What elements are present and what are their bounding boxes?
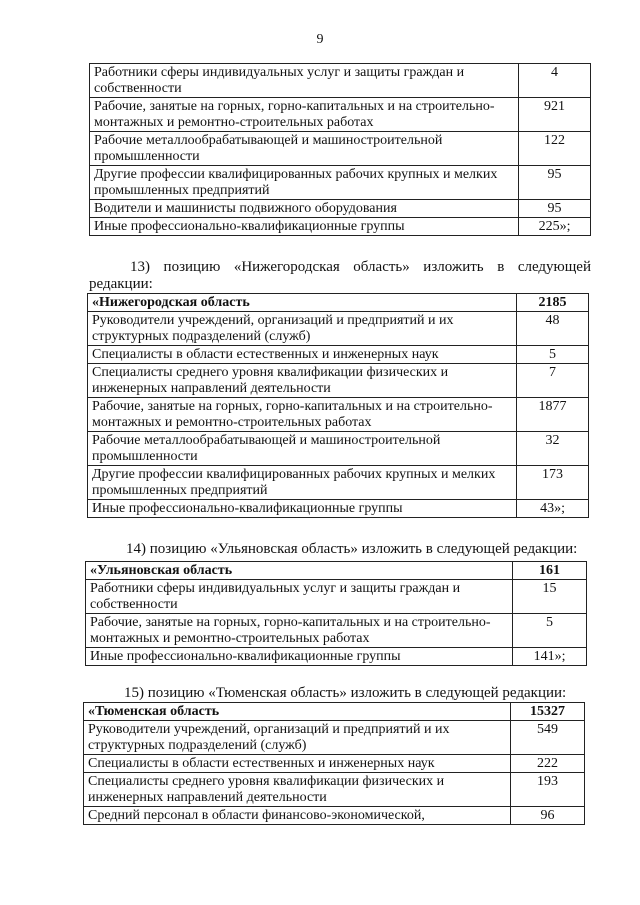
page-number: 9 — [316, 32, 324, 47]
occupation-label: Водители и машинисты подвижного оборудования — [90, 200, 519, 218]
occupation-count: 173 — [517, 466, 589, 500]
occupation-label: Рабочие, занятые на горных, горно-капитальных и на строительно-монтажных и ремонтно-строительных работах — [90, 98, 519, 132]
table-row — [86, 614, 587, 648]
occupation-count: 193 — [511, 773, 585, 807]
occupation-count: 48 — [517, 312, 589, 346]
occupation-label: Иные профессионально-квалификационные группы — [88, 500, 517, 518]
occupation-label: Иные профессионально-квалификационные группы — [90, 218, 519, 236]
region-name: «Нижегородская область — [88, 294, 517, 312]
occupation-count: 43»; — [517, 500, 589, 518]
table-row — [88, 398, 589, 432]
paragraph-13-line1: 13) позицию «Нижегородская область» изложить в следующей — [130, 259, 591, 275]
region-name: «Ульяновская область — [86, 562, 513, 580]
occupation-count: 7 — [517, 364, 589, 398]
region-name: «Тюменская область — [84, 703, 511, 721]
table-header-row — [86, 562, 587, 580]
paragraph-15: 15) позицию «Тюменская область» изложить в следующей редакции: — [124, 685, 567, 701]
table-row — [88, 364, 589, 398]
table-row — [88, 432, 589, 466]
table-row — [88, 466, 589, 500]
paragraph-14: 14) позицию «Ульяновская область» изложить в следующей редакции: — [126, 541, 578, 557]
occupation-label: Другие профессии квалифицированных рабочих крупных и мелких промышленных предприятий — [90, 166, 519, 200]
occupation-count: 95 — [519, 166, 591, 200]
occupation-count: 549 — [511, 721, 585, 755]
table-row — [84, 773, 585, 807]
occupation-count: 122 — [519, 132, 591, 166]
occupation-count: 5 — [517, 346, 589, 364]
table-row — [86, 648, 587, 666]
occupation-count: 96 — [511, 807, 585, 825]
table-row — [84, 755, 585, 773]
table-row — [84, 807, 585, 825]
occupation-label: Специалисты среднего уровня квалификации физических и инженерных направлений деятельности — [88, 364, 517, 398]
occupation-label: Рабочие металлообрабатывающей и машиностроительной промышленности — [88, 432, 517, 466]
paragraph-13-line2: редакции: — [89, 276, 153, 292]
occupation-count: 15 — [513, 580, 587, 614]
table-row — [86, 580, 587, 614]
table-row — [90, 98, 591, 132]
table-row — [90, 200, 591, 218]
occupation-label: Специалисты в области естественных и инженерных наук — [84, 755, 511, 773]
table-row — [90, 132, 591, 166]
occupation-label: Специалисты среднего уровня квалификации физических и инженерных направлений деятельности — [84, 773, 511, 807]
table-nizhegorodskaya — [87, 293, 589, 518]
table-row — [84, 721, 585, 755]
occupation-count: 32 — [517, 432, 589, 466]
occupation-count: 141»; — [513, 648, 587, 666]
region-total: 15327 — [511, 703, 585, 721]
occupation-label: Работники сферы индивидуальных услуг и защиты граждан и собственности — [86, 580, 513, 614]
occupation-label: Рабочие, занятые на горных, горно-капитальных и на строительно-монтажных и ремонтно-строительных работах — [86, 614, 513, 648]
table-row — [90, 218, 591, 236]
table-header-row — [84, 703, 585, 721]
occupation-label: Специалисты в области естественных и инженерных наук — [88, 346, 517, 364]
occupation-label: Другие профессии квалифицированных рабочих крупных и мелких промышленных предприятий — [88, 466, 517, 500]
table-row — [88, 500, 589, 518]
occupation-count: 222 — [511, 755, 585, 773]
occupation-count: 225»; — [519, 218, 591, 236]
table-header-row — [88, 294, 589, 312]
occupation-count: 1877 — [517, 398, 589, 432]
table-row — [90, 64, 591, 98]
occupation-count: 5 — [513, 614, 587, 648]
occupation-count: 921 — [519, 98, 591, 132]
occupation-label: Иные профессионально-квалификационные группы — [86, 648, 513, 666]
table-row — [88, 312, 589, 346]
region-total: 161 — [513, 562, 587, 580]
occupation-label: Руководители учреждений, организаций и предприятий и их структурных подразделений (служб) — [84, 721, 511, 755]
table-row — [90, 166, 591, 200]
region-total: 2185 — [517, 294, 589, 312]
occupation-label: Средний персонал в области финансово-экономической, — [84, 807, 511, 825]
occupation-label: Работники сферы индивидуальных услуг и защиты граждан и собственности — [90, 64, 519, 98]
table-row — [88, 346, 589, 364]
occupation-count: 4 — [519, 64, 591, 98]
occupation-label: Рабочие металлообрабатывающей и машиностроительной промышленности — [90, 132, 519, 166]
table-top — [89, 63, 591, 236]
occupation-label: Руководители учреждений, организаций и предприятий и их структурных подразделений (служб) — [88, 312, 517, 346]
table-tyumenskaya — [83, 702, 585, 825]
table-ulyanovskaya — [85, 561, 587, 666]
occupation-count: 95 — [519, 200, 591, 218]
occupation-label: Рабочие, занятые на горных, горно-капитальных и на строительно-монтажных и ремонтно-строительных работах — [88, 398, 517, 432]
